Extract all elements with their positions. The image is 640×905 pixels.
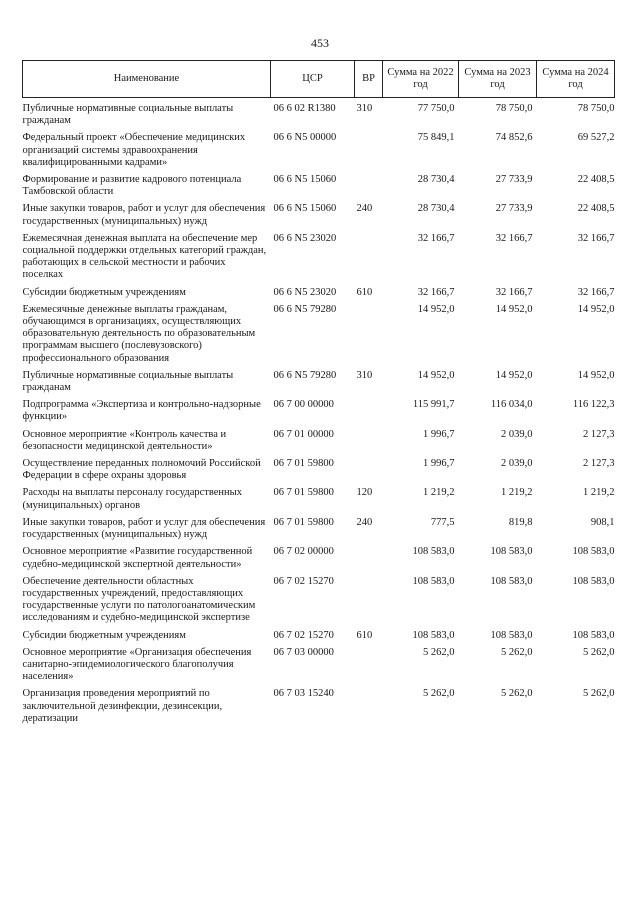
row-sum-2023: 27 733,9 [495, 174, 533, 186]
budget-table [22, 60, 615, 725]
row-name: Осуществление переданных полномочий Российской Федерации в сфере охраны здоровья [22, 458, 261, 482]
row-csr-code: 06 6 02 R1380 [273, 103, 336, 114]
row-vr-code [355, 546, 383, 570]
row-sum-2024: 116 122,3 [572, 399, 615, 411]
row-name: Организация проведения мероприятий по заключительной дезинфекции, дезинсекции, дератизации [22, 688, 223, 724]
row-sum-2024: 108 583,0 [572, 575, 615, 587]
row-name: Публичные нормативные социальные выплаты гражданам [22, 369, 234, 394]
row-vr-code: 610 [356, 629, 373, 641]
row-sum-2022: 32 166,7 [417, 286, 455, 298]
row-sum-2024: 14 952,0 [577, 303, 615, 315]
row-csr-code: 06 7 02 15270 [273, 629, 334, 641]
row-vr-code: 240 [356, 203, 373, 215]
row-sum-2023: 108 583,0 [490, 575, 533, 587]
row-sum-2022: 14 952,0 [417, 303, 455, 315]
row-vr-code: 120 [356, 487, 373, 499]
row-csr-code: 06 6 N5 23020 [273, 286, 337, 298]
row-sum-2023: 116 034,0 [490, 399, 533, 411]
table-row [23, 688, 615, 725]
row-sum-2024: 78 750,0 [577, 103, 615, 114]
row-vr-code: 240 [356, 516, 373, 528]
row-csr-code: 06 7 01 59800 [273, 487, 334, 499]
table-row [23, 174, 615, 198]
row-vr-code [355, 233, 383, 282]
header-name: Наименование [23, 61, 271, 98]
row-csr-code: 06 6 N5 79280 [273, 303, 337, 315]
row-sum-2022: 77 750,0 [417, 103, 455, 114]
table-row [23, 370, 615, 394]
row-name: Иные закупки товаров, работ и услуг для обеспечения государственных (муниципальных) нужд [22, 516, 266, 541]
row-vr-code [355, 429, 383, 453]
row-name: Субсидии бюджетным учреждениям [22, 286, 186, 298]
row-name: Обеспечение деятельности областных государственных учреждений, предоставляющих государственные услуги по патологоанатомическим исследованиям и судебно-медицинской экспертизе [22, 575, 256, 624]
row-sum-2022: 108 583,0 [412, 575, 455, 587]
row-sum-2022: 75 849,1 [417, 132, 455, 144]
row-sum-2023: 14 952,0 [495, 303, 533, 315]
row-vr-code: 310 [356, 103, 373, 114]
page-number: 453 [311, 36, 329, 50]
row-vr-code [355, 458, 383, 482]
row-sum-2022: 115 991,7 [412, 399, 455, 411]
row-sum-2022: 32 166,7 [417, 232, 455, 244]
row-sum-2024: 108 583,0 [572, 546, 615, 558]
table-row [23, 203, 615, 227]
row-sum-2023: 108 583,0 [490, 546, 533, 558]
row-sum-2023: 819,8 [508, 516, 533, 528]
row-vr-code [355, 688, 383, 725]
row-vr-code [355, 647, 383, 684]
row-name: Формирование и развитие кадрового потенциала Тамбовской области [22, 174, 242, 198]
row-csr-code: 06 6 N5 79280 [273, 369, 337, 381]
row-sum-2023: 2 039,0 [501, 428, 533, 440]
row-sum-2022: 1 219,2 [423, 487, 455, 499]
row-sum-2024: 1 219,2 [583, 487, 615, 499]
table-row [23, 630, 615, 642]
row-sum-2024: 22 408,5 [577, 174, 615, 186]
row-sum-2024: 14 952,0 [577, 369, 615, 381]
table-row [23, 576, 615, 625]
row-name: Федеральный проект «Обеспечение медицинских организаций системы здравоохранения квалифицированными кадрами» [22, 132, 246, 168]
row-vr-code: 310 [356, 369, 373, 381]
row-name: Основное мероприятие «Организация обеспечения санитарно-эпидемиологического благополучия населения» [22, 646, 252, 683]
row-sum-2024: 108 583,0 [572, 629, 615, 641]
row-sum-2022: 5 262,0 [423, 688, 455, 700]
row-csr-code: 06 7 01 00000 [273, 428, 334, 440]
row-sum-2024: 22 408,5 [577, 203, 615, 215]
row-vr-code [355, 576, 383, 625]
row-vr-code [355, 399, 383, 423]
row-vr-code [355, 132, 383, 169]
row-sum-2023: 108 583,0 [490, 629, 533, 641]
table-header [23, 61, 615, 98]
row-sum-2023: 74 852,6 [495, 132, 533, 144]
row-vr-code [355, 174, 383, 198]
row-name: Субсидии бюджетным учреждениям [22, 629, 186, 641]
row-sum-2024: 32 166,7 [577, 286, 615, 298]
row-csr-code: 06 7 00 00000 [273, 399, 334, 411]
table-row [23, 517, 615, 541]
row-name: Расходы на выплаты персоналу государственных (муниципальных) органов [22, 487, 242, 511]
row-csr-code: 06 7 02 15270 [273, 575, 334, 587]
row-sum-2023: 32 166,7 [495, 232, 533, 244]
row-sum-2022: 108 583,0 [412, 629, 455, 641]
row-sum-2023: 5 262,0 [501, 646, 533, 658]
row-csr-code: 06 7 03 00000 [273, 646, 334, 658]
row-sum-2024: 2 127,3 [583, 428, 615, 440]
header-sum-2023: Сумма на 2023 год [459, 61, 537, 98]
row-csr-code: 06 6 N5 15060 [273, 174, 337, 186]
row-sum-2022: 108 583,0 [412, 546, 455, 558]
row-name: Основное мероприятие «Развитие государственной судебно-медицинской экспертной деятельности» [22, 546, 253, 570]
row-sum-2023: 14 952,0 [495, 369, 533, 381]
row-sum-2023: 78 750,0 [495, 103, 533, 114]
table-row [23, 458, 615, 482]
row-sum-2022: 28 730,4 [417, 203, 455, 215]
table-row [23, 287, 615, 299]
table-row [23, 233, 615, 282]
table-body [23, 98, 615, 725]
row-csr-code: 06 7 01 59800 [273, 516, 334, 528]
row-csr-code: 06 7 02 00000 [273, 546, 334, 558]
row-csr-code: 06 6 N5 15060 [273, 203, 337, 215]
row-sum-2023: 5 262,0 [501, 688, 533, 700]
table-row [23, 304, 615, 365]
header-csr: ЦСР [271, 61, 355, 98]
header-sum-2022: Сумма на 2022 год [383, 61, 459, 98]
row-vr-code [355, 304, 383, 365]
table-row [23, 546, 615, 570]
row-sum-2024: 32 166,7 [577, 232, 615, 244]
row-sum-2022: 1 996,7 [423, 458, 455, 470]
row-sum-2023: 1 219,2 [501, 487, 533, 499]
row-csr-code: 06 7 01 59800 [273, 458, 334, 470]
row-name: Ежемесячные денежные выплаты гражданам, обучающимся в организациях, осуществляющих образовательную деятельность по образовательным программам высшего (послевузовского) профессионального образования [22, 303, 256, 364]
row-csr-code: 06 6 N5 23020 [273, 232, 337, 244]
row-sum-2022: 28 730,4 [417, 174, 455, 186]
row-csr-code: 06 6 N5 00000 [273, 132, 337, 144]
row-sum-2024: 908,1 [590, 516, 615, 528]
row-name: Основное мероприятие «Контроль качества и безопасности медицинской деятельности» [22, 428, 227, 452]
row-name: Иные закупки товаров, работ и услуг для обеспечения государственных (муниципальных) нужд [22, 203, 266, 227]
row-sum-2024: 5 262,0 [583, 646, 615, 658]
row-sum-2023: 27 733,9 [495, 203, 533, 215]
table-row [23, 647, 615, 684]
table-row [23, 132, 615, 169]
row-sum-2022: 777,5 [430, 516, 455, 528]
row-sum-2024: 5 262,0 [583, 688, 615, 700]
row-sum-2022: 1 996,7 [423, 428, 455, 440]
row-sum-2024: 2 127,3 [583, 458, 615, 470]
row-name: Ежемесячная денежная выплата на обеспечение мер социальной поддержки отдельных категорий граждан, работающих в сельской местности и рабочих поселках [22, 232, 267, 281]
row-sum-2022: 14 952,0 [417, 369, 455, 381]
row-name: Подпрограмма «Экспертиза и контрольно-надзорные функции» [22, 399, 261, 423]
row-sum-2023: 2 039,0 [501, 458, 533, 470]
table-row [23, 399, 615, 423]
row-sum-2022: 5 262,0 [423, 646, 455, 658]
header-vr: ВР [355, 61, 383, 98]
header-sum-2024: Сумма на 2024 год [537, 61, 615, 98]
row-sum-2023: 32 166,7 [495, 286, 533, 298]
row-name: Публичные нормативные социальные выплаты гражданам [22, 103, 234, 127]
row-vr-code: 610 [356, 286, 373, 298]
row-sum-2024: 69 527,2 [577, 132, 615, 144]
table-row [23, 103, 615, 127]
table-row [23, 487, 615, 511]
row-csr-code: 06 7 03 15240 [273, 688, 334, 700]
table-row [23, 429, 615, 453]
